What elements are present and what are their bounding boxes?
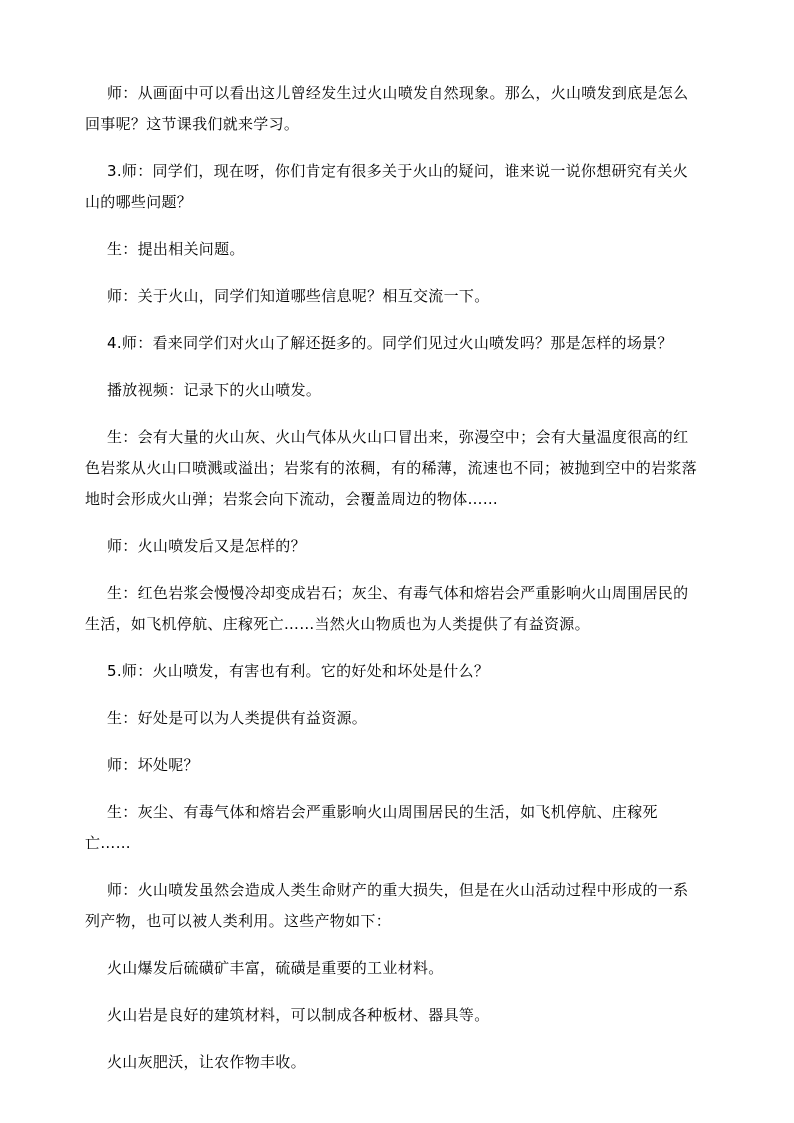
paragraph-line: 生：提出相关问题。 — [107, 240, 245, 258]
paragraph — [85, 156, 719, 218]
paragraph-line: 播放视频：记录下的火山喷发。 — [107, 381, 322, 399]
paragraph — [107, 281, 719, 312]
paragraph — [107, 1047, 719, 1078]
paragraph-line: 师：火山喷发后又是怎样的？ — [107, 537, 306, 555]
paragraph — [107, 531, 719, 562]
paragraph-line: 3.师：同学们，现在呀，你们肯定有很多关于火山的疑问，谁来说一说你想研究有关火 — [107, 162, 689, 180]
paragraph-line: 师：坏处呢？ — [107, 756, 199, 774]
document-body — [85, 78, 719, 1078]
paragraph-line: 列产物，也可以被人类利用。这些产物如下： — [85, 912, 392, 930]
paragraph — [85, 78, 719, 140]
paragraph — [107, 703, 719, 734]
paragraph-line: 亡…… — [85, 834, 131, 852]
paragraph — [107, 750, 719, 781]
paragraph-line: 生：红色岩浆会慢慢冷却变成岩石；灰尘、有毒气体和熔岩会严重影响火山周围居民的 — [107, 584, 689, 602]
paragraph-line: 山的哪些问题？ — [85, 193, 193, 211]
paragraph — [107, 328, 719, 359]
paragraph — [107, 656, 719, 687]
paragraph-line: 师：关于火山，同学们知道哪些信息呢？相互交流一下。 — [107, 287, 490, 305]
paragraph-line: 火山灰肥沃，让农作物丰收。 — [107, 1053, 306, 1071]
paragraph-line: 师：从画面中可以看出这儿曾经发生过火山喷发自然现象。那么，火山喷发到底是怎么 — [107, 84, 689, 102]
paragraph-line: 生：灰尘、有毒气体和熔岩会严重影响火山周围居民的生活，如飞机停航、庄稼死 — [107, 803, 658, 821]
paragraph-line: 色岩浆从火山口喷溅或溢出；岩浆有的浓稠，有的稀薄，流速也不同；被抛到空中的岩浆落 — [85, 459, 698, 477]
paragraph — [107, 234, 719, 265]
paragraph — [107, 1000, 719, 1031]
paragraph-line: 生：会有大量的火山灰、火山气体从火山口冒出来，弥漫空中；会有大量温度很高的红 — [107, 428, 689, 446]
paragraph — [85, 875, 719, 937]
paragraph-line: 4.师：看来同学们对火山了解还挺多的。同学们见过火山喷发吗？那是怎样的场景？ — [107, 334, 673, 352]
paragraph-line: 火山岩是良好的建筑材料，可以制成各种板材、器具等。 — [107, 1006, 490, 1024]
paragraph — [85, 797, 719, 859]
paragraph-line: 火山爆发后硫磺矿丰富，硫磺是重要的工业材料。 — [107, 959, 444, 977]
paragraph-line: 5.师：火山喷发，有害也有利。它的好处和坏处是什么？ — [107, 662, 490, 680]
paragraph — [107, 375, 719, 406]
paragraph-line: 师：火山喷发虽然会造成人类生命财产的重大损失，但是在火山活动过程中形成的一系 — [107, 881, 689, 899]
paragraph — [85, 422, 719, 515]
paragraph-line: 生：好处是可以为人类提供有益资源。 — [107, 709, 368, 727]
paragraph-line: 生活，如飞机停航、庄稼死亡……当然火山物质也为人类提供了有益资源。 — [85, 615, 590, 633]
paragraph-line: 地时会形成火山弹；岩浆会向下流动，会覆盖周边的物体…… — [85, 490, 499, 508]
paragraph-line: 回事呢？这节课我们就来学习。 — [85, 115, 300, 133]
paragraph — [85, 578, 719, 640]
paragraph — [107, 953, 719, 984]
